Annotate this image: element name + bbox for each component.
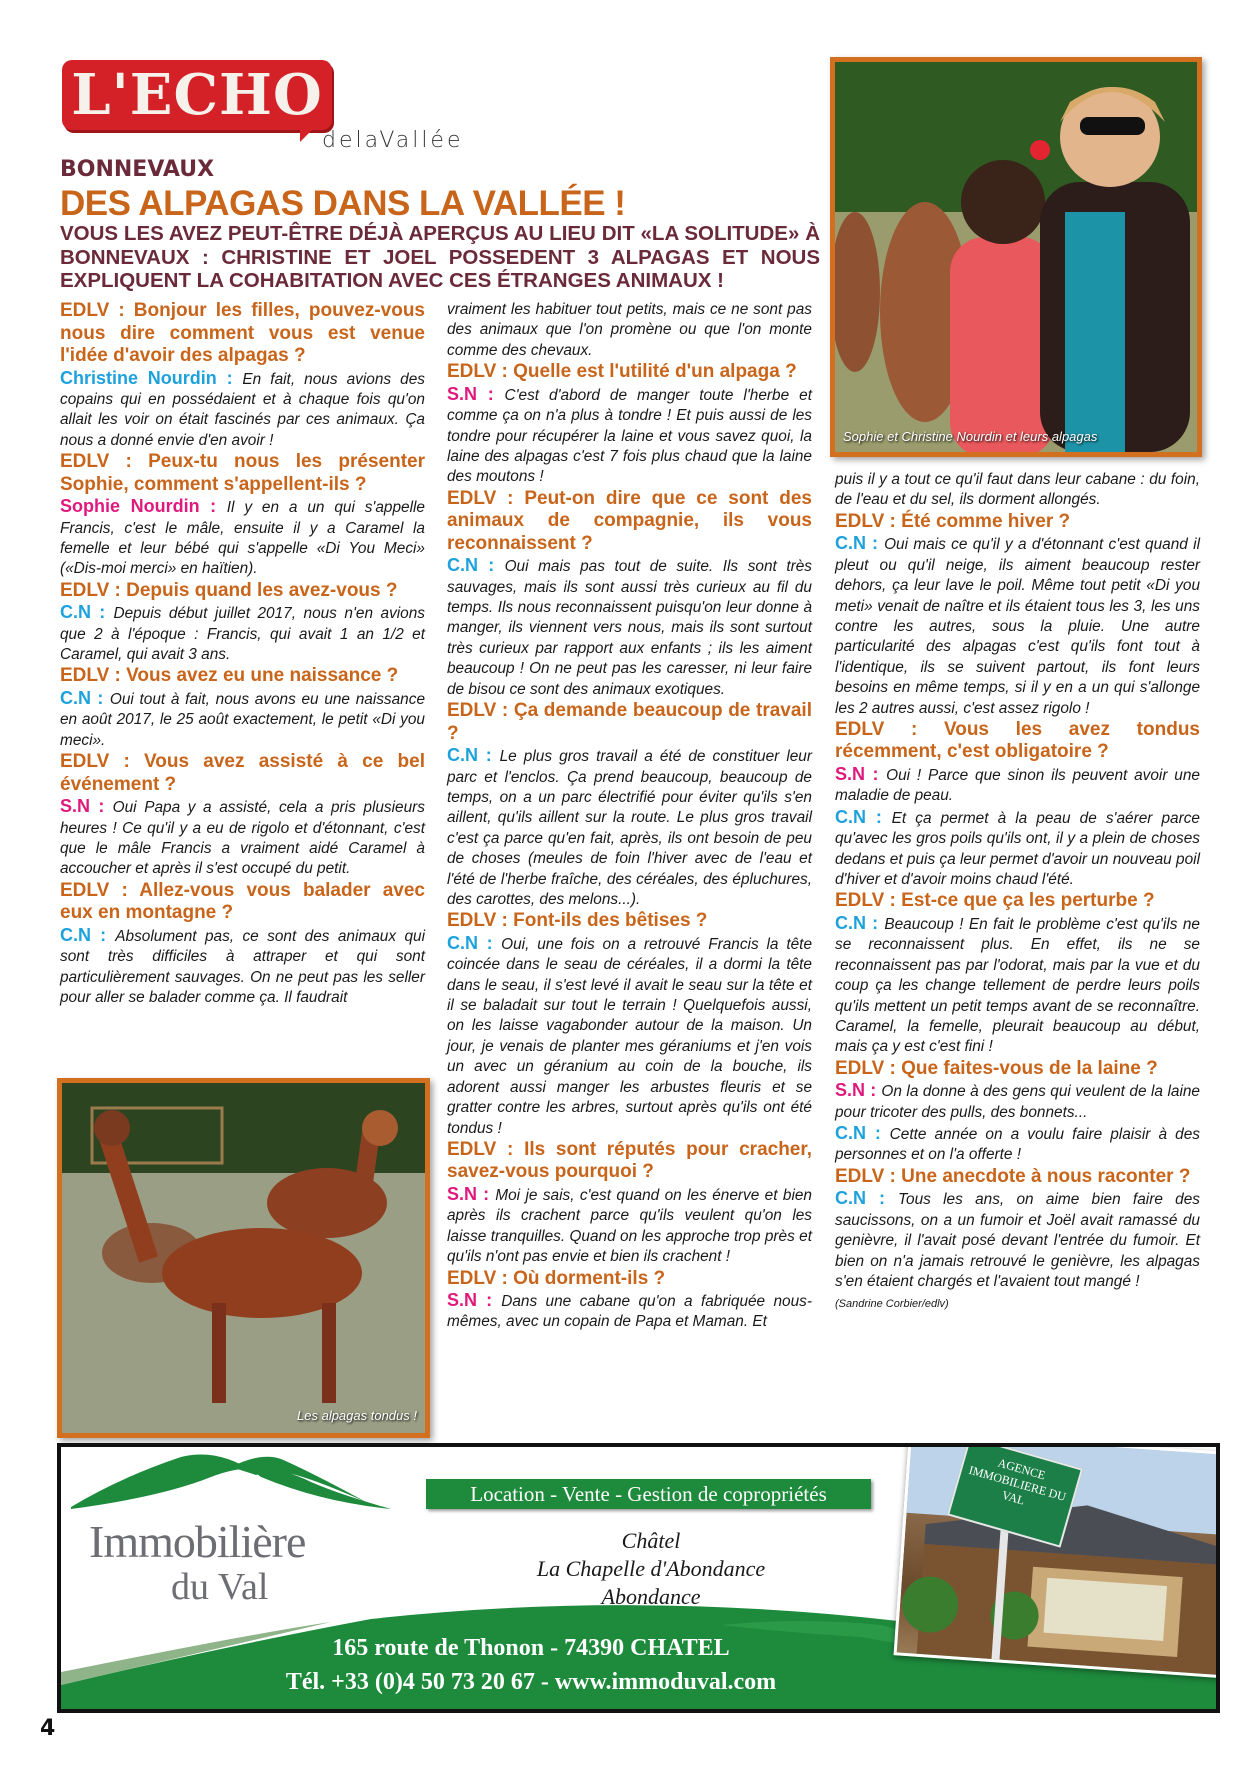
interview-answer [835, 470, 1200, 511]
article-column-2 [447, 300, 812, 1333]
ad-town: Abondance [601, 1584, 701, 1609]
ad-town: La Chapelle d'Abondance [536, 1556, 766, 1581]
answer-text: Oui tout à fait, nous avons eu une naissance en août 2017, le 25 août exactement, le petit «Di you meci». [60, 690, 425, 749]
answer-text: En fait, nous avions des copains qui en possédaient et à chaque fois qu'on allait les voir on était fascinés par ces animaux. Ça nous a donné envie d'en avoir ! [60, 370, 425, 449]
interview-question: EDLV : Font-ils des bêtises ? [447, 910, 708, 932]
ad-brand-subname: du Val [171, 1566, 269, 1608]
article-credit: (Sandrine Corbier/edlv) [835, 1298, 949, 1311]
answer-text: Oui mais pas tout de suite. Ils sont très sauvages, mais ils sont aussi très curieux au fil du temps. Ils nous reconnaissent puisqu'on leur donne à manger, ils viennent vers nous, mais ils sont surtout très curieux par rapport aux enfants ; ils les aiment beaucoup ! On ne peut pas les caresser, ni leur faire de bisou ce sont des animaux exotiques. [447, 558, 812, 698]
article-kicker: BONNEVAUX [60, 157, 215, 182]
speaker-label: S.N : [60, 796, 113, 817]
interview-answer [447, 300, 812, 361]
interview-question: EDLV : Vous les avez tondus récemment, c'est obligatoire ? [835, 718, 1200, 763]
interview-question: EDLV : Depuis quand les avez-vous ? [60, 579, 398, 601]
speaker-label: C.N : [835, 806, 892, 827]
interview-question: EDLV : Vous avez assisté à ce bel événement ? [60, 751, 425, 795]
answer-text: Tous les ans, on aime bien faire des saucissons, on a un fumoir et Joël avait ramassé du genièvre, il l'avait posé devant l'entrée du fumoir. Et bien on n'a jamais retrouvé le genièvre, les alpagas s'en étaient chargés et l'avaient tout mangé ! [835, 1191, 1200, 1290]
article-column-1 [60, 300, 425, 1008]
interview-question: EDLV : Bonjour les filles, pouvez-vous nous dire comment vous est venue l'idée d'avoir des alpagas ? [60, 300, 425, 366]
speaker-label: C.N : [835, 1188, 899, 1209]
interview-question: EDLV : Ils sont réputés pour cracher, savez-vous pourquoi ? [447, 1138, 812, 1183]
interview-answer [835, 1080, 1200, 1123]
speaker-label: C.N : [60, 924, 116, 945]
speaker-label: C.N : [835, 912, 885, 933]
photo-alpagas-tondus [57, 1078, 430, 1438]
advertisement-immobiliere-du-val[interactable] [57, 1443, 1220, 1713]
article-headline: DES ALPAGAS DANS LA VALLÉE ! [60, 184, 626, 223]
interview-question: EDLV : Vous avez eu une naissance ? [60, 665, 399, 687]
interview-question: EDLV : Ça demande beaucoup de travail ? [447, 700, 812, 744]
speaker-label: C.N : [60, 602, 114, 623]
interview-question: EDLV : Que faites-vous de la laine ? [835, 1057, 1158, 1079]
interview-question: EDLV : Où dorment-ils ? [447, 1267, 666, 1289]
interview-answer [447, 1184, 812, 1268]
interview-answer [835, 807, 1200, 891]
ad-towns [436, 1527, 866, 1611]
answer-text: vraiment les habituer tout petits, mais ce ne sont pas des animaux que l'on promène ou que l'on monte comme des chevaux. [447, 301, 812, 359]
interview-answer [60, 602, 425, 665]
answer-text: puis il y a tout ce qu'il faut dans leur cabane : du foin, de l'eau et du sel, ils dorment allongés. [835, 471, 1200, 509]
speaker-label: Christine Nourdin : [60, 367, 243, 388]
speaker-label: S.N : [447, 383, 505, 404]
answer-text: Dans une cabane qu'on a fabriquée nous-mêmes, avec un copain de Papa et Maman. Et [447, 1293, 812, 1331]
interview-answer [60, 496, 425, 580]
interview-answer [60, 368, 425, 452]
interview-answer [60, 925, 425, 1009]
speaker-label: C.N : [835, 1123, 890, 1144]
article-column-3 [835, 470, 1200, 1312]
photo-caption-top: Sophie et Christine Nourdin et leurs alpagas [843, 429, 1098, 444]
interview-question: EDLV : Allez-vous vous balader avec eux en montagne ? [60, 879, 425, 924]
answer-text: Moi je sais, c'est quand on les énerve et bien après ils crachent parce qu'ils veulent qu'on les laisse tranquilles. Quand on les approche trop près et qu'ils n'ont pas envie et bien ils crachent ! [447, 1186, 812, 1266]
speaker-label: C.N : [447, 555, 505, 576]
answer-text: Absolument pas, ce sont des animaux qui sont très difficiles à attraper et qui sont particulièrement sauvages. On ne peut pas les seller pour aller se balader comme ça. Il faudrait [60, 927, 425, 1007]
interview-answer [60, 688, 425, 751]
answer-text: On la donne à des gens qui veulent de la laine pour tricoter des pulls, des bonnets... [835, 1083, 1200, 1121]
speaker-label: S.N : [835, 1080, 882, 1101]
photo-caption-bottom: Les alpagas tondus ! [297, 1408, 417, 1423]
answer-text: Oui mais ce qu'il y a d'étonnant c'est quand il pleut ou qu'il neige, ils aiment beaucoup rester dehors, ça leur lave le poil. Même tout petit «Di you meti» venait de naître et ils étaient tous les 3, les uns contre les autres, sous la pluie. Une autre particularité des alpagas c'est qu'ils font tout à l'identique, ils se suivent partout, ils font leurs besoins en même temps, si il y en a un qui s'allonge les 2 autres aussi, c'est assez rigolo ! [835, 536, 1200, 717]
answer-text: Il y en a un qui s'appelle Francis, c'est le mâle, ensuite il y a Caramel la femelle et leur bébé qui s'appelle «Di You Meci» («Dis-moi merci» en haïtien). [60, 499, 425, 578]
answer-text: Oui, une fois on a retrouvé Francis la tête coincée dans le seau de céréales, il a dormi la tête dans le seau, il s'est levé il avait le seau sur la tête et il se baladait sur tout le terrain ! Quelquefois aussi, on les laisse vagabonder autour de la maison. Un jour, je venais de planter mes géraniums et j'en vois un avec un géranium au coin de la bouche, ils adorent aussi manger les arbustes fleuris et se gratter contre les arbres, surtout après qu'ils ont été tondus ! [447, 935, 812, 1137]
speaker-label: C.N : [447, 745, 500, 766]
interview-answer [447, 384, 812, 488]
interview-answer [447, 555, 812, 700]
answer-text: Depuis début juillet 2017, nous n'en avions que 2 à l'époque : Francis, qui avait 1 an 1/2 et Caramel, qui avait 3 ans. [60, 605, 425, 664]
interview-answer [835, 764, 1200, 807]
ad-address: 165 route de Thonon - 74390 CHATEL [332, 1635, 730, 1661]
answer-text: Oui ! Parce que sinon ils peuvent avoir une maladie de peau. [835, 766, 1200, 805]
answer-text: Beaucoup ! En fait le problème c'est qu'ils ne se reconnaissent plus. En effet, ils ne se reconnaissent pas par l'odorat, mais par la vue et du coup ça les change tellement de perdre leurs poils qu'ils mettent un petit temps avant de se reconnaître. Caramel, la femelle, pleurait beaucoup au début, mais ça y est c'est fini ! [835, 915, 1200, 1056]
interview-answer [835, 1123, 1200, 1166]
answer-text: Le plus gros travail a été de constituer leur parc et l'enclos. Ça prend beaucoup, beaucoup de temps, on a un parc électrifié pour éviter qu'ils s'en aillent, qu'ils aillent sur la route. Le plus gros travail c'est ça parce qu'en fait, après, ils ont besoin de peu de choses (meules de foin l'hiver avec de l'eau et l'été de l'herbe fraîche, des céréales, des épluchures, des carottes, des melons...). [447, 748, 812, 908]
photo-sophie-christine-illustration [835, 62, 1197, 452]
speaker-label: S.N : [447, 1290, 502, 1311]
photo-sophie-christine [830, 57, 1202, 457]
answer-text: Et ça permet à la peau de s'aérer parce qu'avec les gros poils qu'ils ont, il y a plein de choses dedans et puis ça leur permet d'avoir un nouveau poil d'hiver et d'avoir moins chaud l'été. [835, 809, 1200, 888]
interview-question: EDLV : Peut-on dire que ce sont des animaux de compagnie, ils vous reconnaissent ? [447, 487, 812, 554]
interview-answer [447, 933, 812, 1139]
interview-answer [447, 745, 812, 910]
article-standfirst: VOUS LES AVEZ PEUT-ÊTRE DÉJÀ APERÇUS AU LIEU DIT «LA SOLITUDE» À BONNEVAUX : CHRISTINE ET JOEL POSSEDENT 3 ALPAGAS ET NOUS EXPLIQUENT LA COHABITATION AVEC CES ÉTRANGES ANIMAUX ! [60, 222, 820, 292]
interview-answer [835, 533, 1200, 719]
interview-question: EDLV : Est-ce que ça les perturbe ? [835, 890, 1155, 912]
speaker-label: C.N : [447, 932, 502, 953]
speaker-label: C.N : [835, 533, 885, 554]
interview-answer [447, 1290, 812, 1333]
interview-question: EDLV : Été comme hiver ? [835, 510, 1071, 532]
answer-text: Cette année on a voulu faire plaisir à des personnes et on l'a offerte ! [835, 1126, 1200, 1164]
ad-contact-link[interactable]: Tél. +33 (0)4 50 73 20 67 - www.immoduval.com [285, 1669, 777, 1695]
ad-services-tagline: Location - Vente - Gestion de copropriétés [426, 1479, 871, 1509]
interview-question: EDLV : Quelle est l'utilité d'un alpaga ? [447, 361, 797, 383]
interview-answer [835, 913, 1200, 1058]
ad-agency-sign: AGENCE IMMOBILIERE DU VAL [947, 1443, 1083, 1548]
speaker-label: C.N : [60, 687, 110, 708]
ad-brand-name: Immobilière [89, 1516, 306, 1567]
photo-alpagas-illustration [62, 1083, 425, 1433]
answer-text: C'est d'abord de manger toute l'herbe et comme ça on n'a plus à tondre ! Et puis aussi de les tondre pour récupérer la laine et vous savez quoi, la laine des alpagas c'est 7 fois plus chaud que la laine des moutons ! [447, 386, 812, 486]
speaker-label: Sophie Nourdin : [60, 496, 227, 517]
interview-answer [835, 1188, 1200, 1292]
interview-question: EDLV : Une anecdote à nous raconter ? [835, 1165, 1191, 1187]
speaker-label: S.N : [835, 763, 887, 784]
answer-text: Oui Papa y a assisté, cela a pris plusieurs heures ! Ce qu'il y a eu de rigolo et d'étonnant, c'est que le mâle Francis a vraiment aidé Caramel à accoucher et après il s'est occupé du petit. [60, 799, 425, 878]
speaker-label: S.N : [447, 1183, 496, 1204]
page-number: 4 [40, 1716, 56, 1741]
masthead-subtitle: delaVallée [322, 128, 464, 153]
masthead-logo: L'ECHO [71, 62, 323, 128]
ad-town: Châtel [621, 1528, 681, 1553]
interview-answer [60, 796, 425, 880]
interview-question: EDLV : Peux-tu nous les présenter Sophie, comment s'appellent-ils ? [60, 451, 425, 495]
